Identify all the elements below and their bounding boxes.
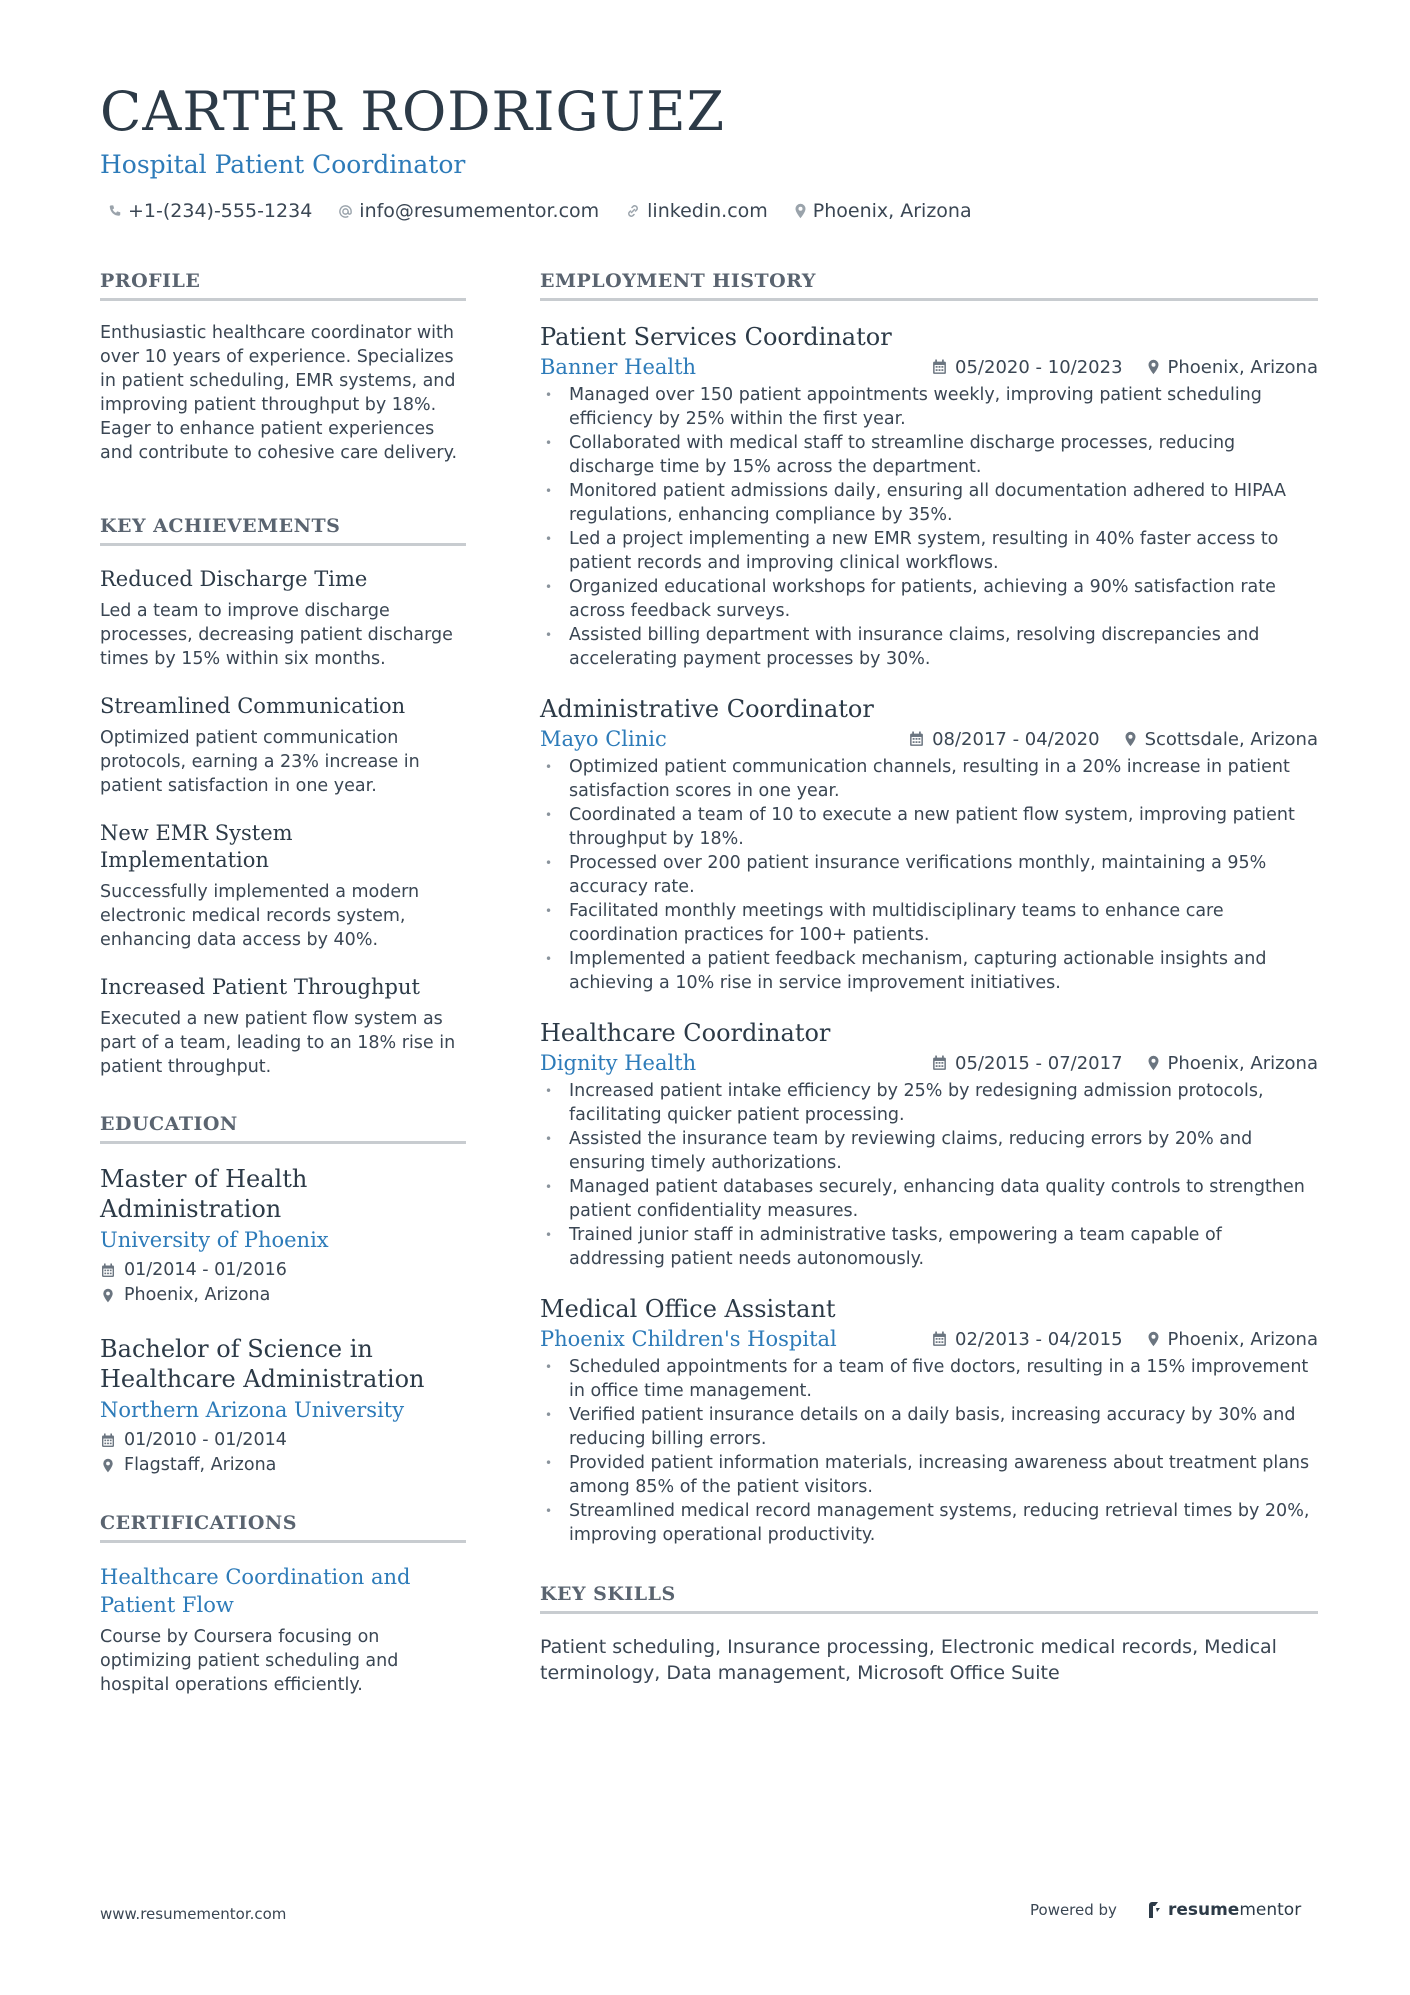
- candidate-title: Hospital Patient Coordinator: [100, 150, 466, 179]
- contact-location: [794, 200, 972, 222]
- education-item: [100, 1164, 466, 1308]
- job-location-text: Phoenix, Arizona: [1167, 356, 1318, 378]
- job-dates: [932, 357, 1123, 378]
- achievement-title: Streamlined Communication: [100, 694, 406, 718]
- job-title: Medical Office Assistant: [540, 1295, 836, 1323]
- job-location-text: Phoenix, Arizona: [1167, 1052, 1318, 1074]
- job-title: Patient Services Coordinator: [540, 323, 892, 351]
- calendar-icon: [932, 359, 947, 375]
- job-title: Healthcare Coordinator: [540, 1019, 831, 1047]
- skills-heading: KEY SKILLS: [540, 1583, 1318, 1614]
- job-dates: [932, 1329, 1123, 1350]
- calendar-icon: [909, 731, 924, 747]
- calendar-icon: [932, 1055, 947, 1071]
- job-location: [1147, 357, 1318, 378]
- job-location: [1124, 729, 1318, 750]
- certification-text: Course by Coursera focusing on optimizing patient scheduling and hospital operations efficiently.: [100, 1627, 399, 1695]
- link-icon: [625, 203, 641, 219]
- job-bullet: • Assisted the insurance team by reviewing claims, reducing errors by 20% and ensuring timely authorizations.: [540, 1127, 1318, 1175]
- job-bullet: • Organized educational workshops for patients, achieving a 90% satisfaction rate across feedback surveys.: [540, 575, 1318, 623]
- job-meta-row: [540, 1051, 1318, 1075]
- job-bullets: [540, 383, 1318, 671]
- job-dates-text: 08/2017 - 04/2020: [932, 728, 1100, 750]
- contact-email[interactable]: [338, 200, 599, 222]
- map-pin-icon: [1124, 731, 1137, 747]
- job-bullet: • Trained junior staff in administrative tasks, empowering a team capable of addressing patient needs autonomously.: [540, 1223, 1318, 1271]
- achievement-title: New EMR System Implementation: [100, 821, 293, 872]
- contact-linkedin-text: linkedin.com: [647, 200, 768, 222]
- job-dates: [909, 729, 1100, 750]
- education-location: [100, 1453, 466, 1478]
- job-company: Mayo Clinic: [540, 727, 667, 751]
- profile-text: Enthusiastic healthcare coordinator with over 10 years of experience. Specializes in patient scheduling, EMR systems, and improving patient throughput by 18%. Eager to enhance patient experiences and contribute to cohesive care delivery.: [100, 323, 458, 463]
- job-company: Dignity Health: [540, 1051, 697, 1075]
- calendar-icon: [100, 1263, 116, 1278]
- job-bullet: • Scheduled appointments for a team of five doctors, resulting in a 15% improvement in office time management.: [540, 1355, 1318, 1403]
- job-dates-text: 02/2013 - 04/2015: [955, 1328, 1123, 1350]
- job-bullet: • Managed over 150 patient appointments weekly, improving patient scheduling efficiency by 25% within the first year.: [540, 383, 1318, 431]
- job-meta-row: [540, 727, 1318, 751]
- job-meta-row: [540, 355, 1318, 379]
- job-title: Administrative Coordinator: [540, 695, 874, 723]
- achievement-text: Optimized patient communication protocols, earning a 23% increase in patient satisfaction in one year.: [100, 728, 420, 796]
- achievements-section: [100, 515, 466, 1079]
- employment-heading: EMPLOYMENT HISTORY: [540, 270, 1318, 301]
- brand-name-bold: resume: [1167, 1900, 1240, 1920]
- job-bullet: • Managed patient databases securely, enhancing data quality controls to strengthen patient confidentiality measures.: [540, 1175, 1318, 1223]
- brand-logo[interactable]: [1147, 1900, 1301, 1920]
- job-bullet: • Assisted billing department with insurance claims, resolving discrepancies and accelerating payment processes by 30%.: [540, 623, 1318, 671]
- job-location: [1147, 1053, 1318, 1074]
- job-dates-text: 05/2020 - 10/2023: [955, 356, 1123, 378]
- map-pin-icon: [1147, 1331, 1160, 1347]
- job-location-text: Scottsdale, Arizona: [1144, 728, 1318, 750]
- job-bullet: • Collaborated with medical staff to streamline discharge processes, reducing discharge time by 15% across the department.: [540, 431, 1318, 479]
- job-bullet: • Implemented a patient feedback mechanism, capturing actionable insights and achieving a 10% rise in service improvement initiatives.: [540, 947, 1318, 995]
- contact-phone[interactable]: [108, 200, 312, 222]
- resumementor-logo-icon: [1147, 1901, 1163, 1919]
- achievement-title: Increased Patient Throughput: [100, 975, 420, 999]
- map-pin-icon: [100, 1288, 116, 1303]
- contact-phone-text: +1-(234)-555-1234: [128, 200, 313, 222]
- education-location-text: Phoenix, Arizona: [124, 1285, 271, 1305]
- education-item: [100, 1334, 466, 1478]
- phone-icon: [108, 204, 122, 218]
- education-location: [100, 1283, 466, 1308]
- job-bullets: [540, 1079, 1318, 1271]
- job-bullet: • Streamlined medical record management systems, reducing retrieval times by 20%, improving operational productivity.: [540, 1499, 1318, 1547]
- certification-title: Healthcare Coordination and Patient Flow: [100, 1565, 411, 1617]
- skills-text: Patient scheduling, Insurance processing, Electronic medical records, Medical terminology, Data management, Microsoft Office Suite: [540, 1636, 1277, 1684]
- education-school: University of Phoenix: [100, 1228, 329, 1252]
- achievement-text: Led a team to improve discharge processes, decreasing patient discharge times by 15% within six months.: [100, 601, 453, 669]
- profile-section: [100, 270, 466, 465]
- education-section: [100, 1113, 466, 1478]
- contact-email-text: info@resumementor.com: [359, 200, 600, 222]
- education-location-text: Flagstaff, Arizona: [124, 1455, 277, 1475]
- map-pin-icon: [794, 203, 807, 219]
- job-bullets: [540, 755, 1318, 995]
- job-meta: [932, 1329, 1318, 1350]
- achievement-item: [100, 820, 466, 952]
- job-bullet: • Led a project implementing a new EMR system, resulting in 40% faster access to patient records and improving clinical workflows.: [540, 527, 1318, 575]
- candidate-name: CARTER RODRIGUEZ: [100, 80, 726, 143]
- left-column: [100, 270, 466, 1697]
- job-entry: [540, 1017, 1318, 1271]
- skills-section: [540, 1583, 1318, 1686]
- at-icon: [338, 204, 353, 219]
- profile-heading: PROFILE: [100, 270, 466, 301]
- achievement-item: [100, 693, 466, 798]
- education-dates: [100, 1258, 466, 1283]
- employment-section: [540, 270, 1318, 1547]
- job-bullet: • Increased patient intake efficiency by 25% by redesigning admission protocols, facilitating quicker patient processing.: [540, 1079, 1318, 1127]
- achievement-text: Successfully implemented a modern electronic medical records system, enhancing data access by 40%.: [100, 882, 420, 950]
- achievement-item: [100, 974, 466, 1079]
- job-meta-row: [540, 1327, 1318, 1351]
- certifications-section: [100, 1512, 466, 1697]
- job-entry: [540, 693, 1318, 995]
- powered-by-label: Powered by: [1030, 1901, 1117, 1919]
- job-bullets: [540, 1355, 1318, 1547]
- contact-bar: [108, 200, 972, 222]
- job-location: [1147, 1329, 1318, 1350]
- job-company: Phoenix Children's Hospital: [540, 1327, 837, 1351]
- job-bullet: • Coordinated a team of 10 to execute a new patient flow system, improving patient throughput by 18%.: [540, 803, 1318, 851]
- achievements-heading: KEY ACHIEVEMENTS: [100, 515, 466, 546]
- education-degree: Master of Health Administration: [100, 1165, 308, 1223]
- education-dates-text: 01/2014 - 01/2016: [124, 1260, 287, 1280]
- footer-website-link[interactable]: www.resumementor.com: [100, 1905, 287, 1923]
- job-entry: [540, 1293, 1318, 1547]
- education-degree: Bachelor of Science in Healthcare Administration: [100, 1335, 425, 1393]
- contact-location-text: Phoenix, Arizona: [812, 200, 972, 222]
- job-bullet: • Processed over 200 patient insurance verifications monthly, maintaining a 95% accuracy rate.: [540, 851, 1318, 899]
- right-column: [540, 270, 1318, 1686]
- education-school: Northern Arizona University: [100, 1398, 405, 1422]
- job-meta: [932, 357, 1318, 378]
- map-pin-icon: [100, 1458, 116, 1473]
- job-entry: [540, 321, 1318, 671]
- certifications-heading: CERTIFICATIONS: [100, 1512, 466, 1543]
- job-meta: [932, 1053, 1318, 1074]
- brand-name-light: mentor: [1239, 1900, 1302, 1920]
- calendar-icon: [100, 1433, 116, 1448]
- contact-linkedin[interactable]: [625, 200, 768, 222]
- education-dates-text: 01/2010 - 01/2014: [124, 1430, 287, 1450]
- job-bullet: • Optimized patient communication channels, resulting in a 20% increase in patient satisfaction scores in one year.: [540, 755, 1318, 803]
- certification-item: [100, 1563, 466, 1697]
- job-company: Banner Health: [540, 355, 697, 379]
- education-dates: [100, 1428, 466, 1453]
- job-dates: [932, 1053, 1123, 1074]
- job-bullet: • Facilitated monthly meetings with multidisciplinary teams to enhance care coordination practices for 100+ patients.: [540, 899, 1318, 947]
- job-dates-text: 05/2015 - 07/2017: [955, 1052, 1123, 1074]
- achievement-title: Reduced Discharge Time: [100, 567, 368, 591]
- achievement-item: [100, 566, 466, 671]
- job-location-text: Phoenix, Arizona: [1167, 1328, 1318, 1350]
- map-pin-icon: [1147, 1055, 1160, 1071]
- job-bullet: • Verified patient insurance details on a daily basis, increasing accuracy by 30% and reducing billing errors.: [540, 1403, 1318, 1451]
- calendar-icon: [932, 1331, 947, 1347]
- job-bullet: • Monitored patient admissions daily, ensuring all documentation adhered to HIPAA regulations, enhancing compliance by 35%.: [540, 479, 1318, 527]
- map-pin-icon: [1147, 359, 1160, 375]
- job-meta: [909, 729, 1318, 750]
- education-heading: EDUCATION: [100, 1113, 466, 1144]
- job-bullet: • Provided patient information materials, increasing awareness about treatment plans among 85% of the patient visitors.: [540, 1451, 1318, 1499]
- footer-powered-by: [1030, 1900, 1301, 1920]
- achievement-text: Executed a new patient flow system as part of a team, leading to an 18% rise in patient throughput.: [100, 1009, 456, 1077]
